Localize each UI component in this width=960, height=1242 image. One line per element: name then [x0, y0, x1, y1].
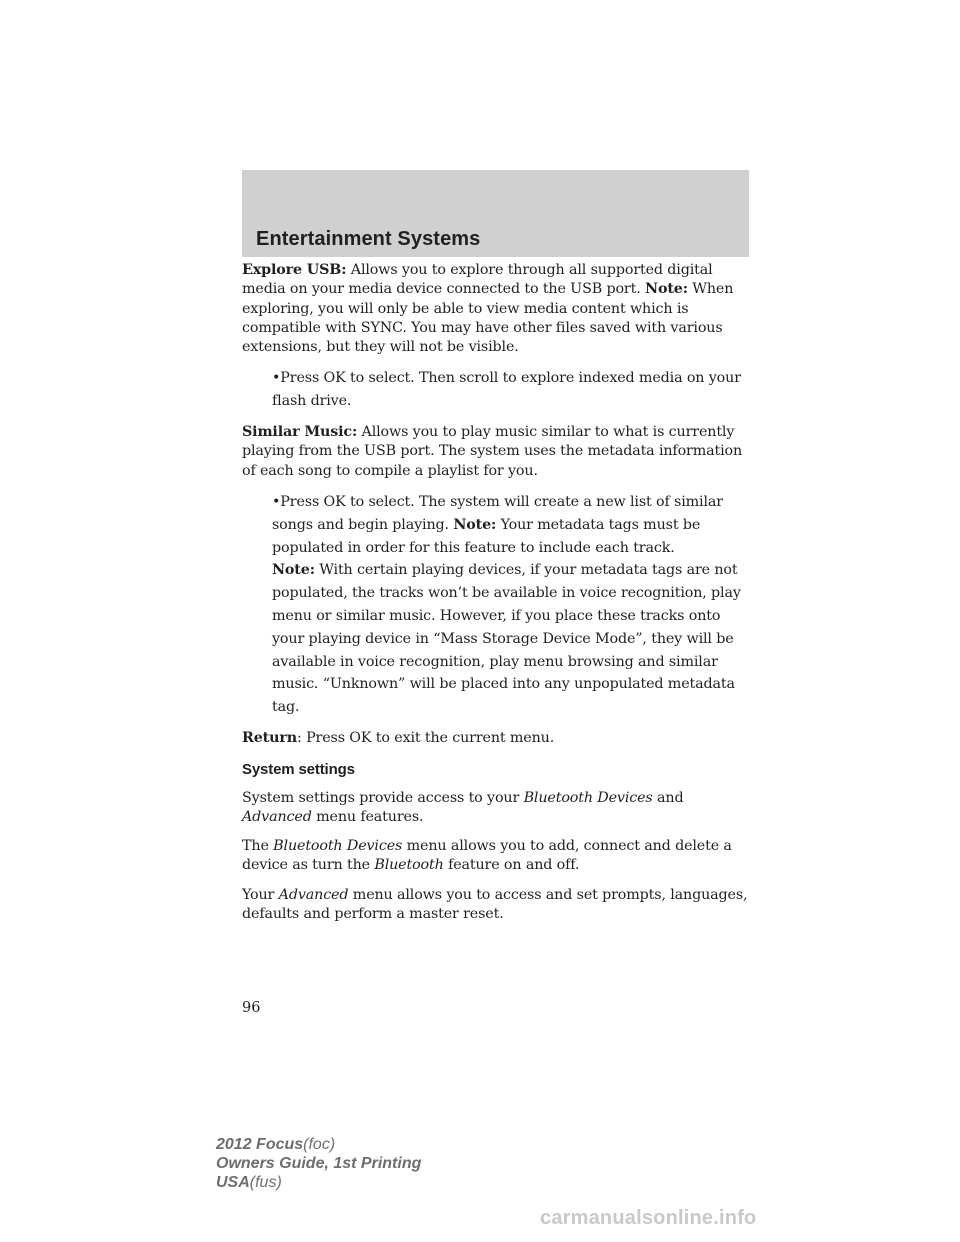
section-title: Entertainment Systems: [256, 228, 481, 250]
footer-line-model: [216, 1135, 421, 1154]
explore-usb-term: Explore USB:: [242, 262, 347, 278]
footer-model-code: (foc): [303, 1136, 336, 1153]
document-footer: [216, 1135, 421, 1192]
return-paragraph: [242, 729, 752, 748]
footer-model: 2012 Focus: [216, 1136, 304, 1153]
explore-usb-bullet-text: Press OK to select. Then scroll to explore indexed media on your flash drive.: [272, 370, 741, 410]
similar-music-bullet-note-text: Your metadata tags must be populated in order for this feature to include each track.: [272, 516, 701, 556]
explore-usb-paragraph: [242, 261, 752, 357]
similar-music-bullet: [272, 491, 752, 719]
system-settings-p1-and: and: [657, 789, 684, 806]
system-settings-heading: System settings: [242, 761, 355, 779]
advanced-term: Advanced: [242, 808, 312, 825]
system-settings-p2-the: The: [242, 838, 269, 855]
explore-usb-bullet: [272, 367, 752, 413]
return-term: Return: [242, 729, 298, 746]
explore-usb-text: Allows you to explore through all supported digital media on your media device connected to the USB port.: [242, 262, 713, 298]
system-settings-paragraph-2: [242, 837, 752, 876]
similar-music-bullet-note-label: Note:: [453, 516, 497, 533]
bluetooth-term: Bluetooth: [374, 857, 444, 874]
return-text: : Press OK to exit the current menu.: [297, 729, 555, 746]
system-settings-p3-text: menu allows you to access and set prompts, languages, defaults and perform a master reset.: [242, 886, 748, 923]
system-settings-p2-text: menu allows you to add, connect and delete a device as turn the: [242, 838, 732, 874]
bluetooth-devices-term: Bluetooth Devices: [523, 789, 653, 806]
footer-guide-edition: Owners Guide, 1st Printing: [216, 1155, 422, 1172]
similar-music-note-label: Note:: [272, 562, 315, 579]
page-number: 96: [242, 1000, 261, 1016]
explore-usb-note-label: Note:: [645, 281, 688, 298]
similar-music-text: Allows you to play music similar to what is currently playing from the USB port. The system uses the metadata information of each song to compile a playlist for you.: [242, 424, 743, 479]
advanced-term: Advanced: [278, 886, 349, 903]
system-settings-p1-end: menu features.: [316, 808, 424, 825]
system-settings-p3-your: Your: [242, 886, 275, 903]
bullet-icon: •: [272, 493, 281, 510]
explore-usb-note-text: When exploring, you will only be able to view media content which is compatible with SYNC. You may have other files saved with various extensions, but they will not be visible.: [242, 281, 734, 356]
similar-music-term: Similar Music:: [242, 424, 358, 441]
similar-music-paragraph: [242, 423, 752, 481]
system-settings-p2-end: feature on and off.: [448, 857, 580, 874]
bluetooth-devices-term: Bluetooth Devices: [273, 838, 403, 855]
similar-music-note-text: With certain playing devices, if your metadata tags are not populated, the tracks won’t be available in voice recognition, play menu or similar music. However, if you place these tracks onto your playing device in “Mass Storage Device Mode”, they will be available in voice recognition, play menu browsing and similar music. “Unknown” will be placed into any unpopulated metadata tag.: [272, 562, 741, 716]
system-settings-p1-text: System settings provide access to your: [242, 789, 520, 806]
section-header-band: [242, 170, 749, 257]
bullet-icon: •: [272, 370, 281, 387]
footer-line-region: [216, 1173, 421, 1192]
footer-region-code: (fus): [249, 1174, 282, 1191]
site-watermark: carmanualsonline.info: [540, 1207, 757, 1229]
system-settings-paragraph-1: [242, 789, 752, 828]
footer-region: USA: [216, 1174, 250, 1191]
page-content: [242, 261, 752, 934]
system-settings-paragraph-3: [242, 886, 752, 925]
similar-music-bullet-text: Press OK to select. The system will create a new list of similar songs and begin playing.: [272, 493, 723, 533]
